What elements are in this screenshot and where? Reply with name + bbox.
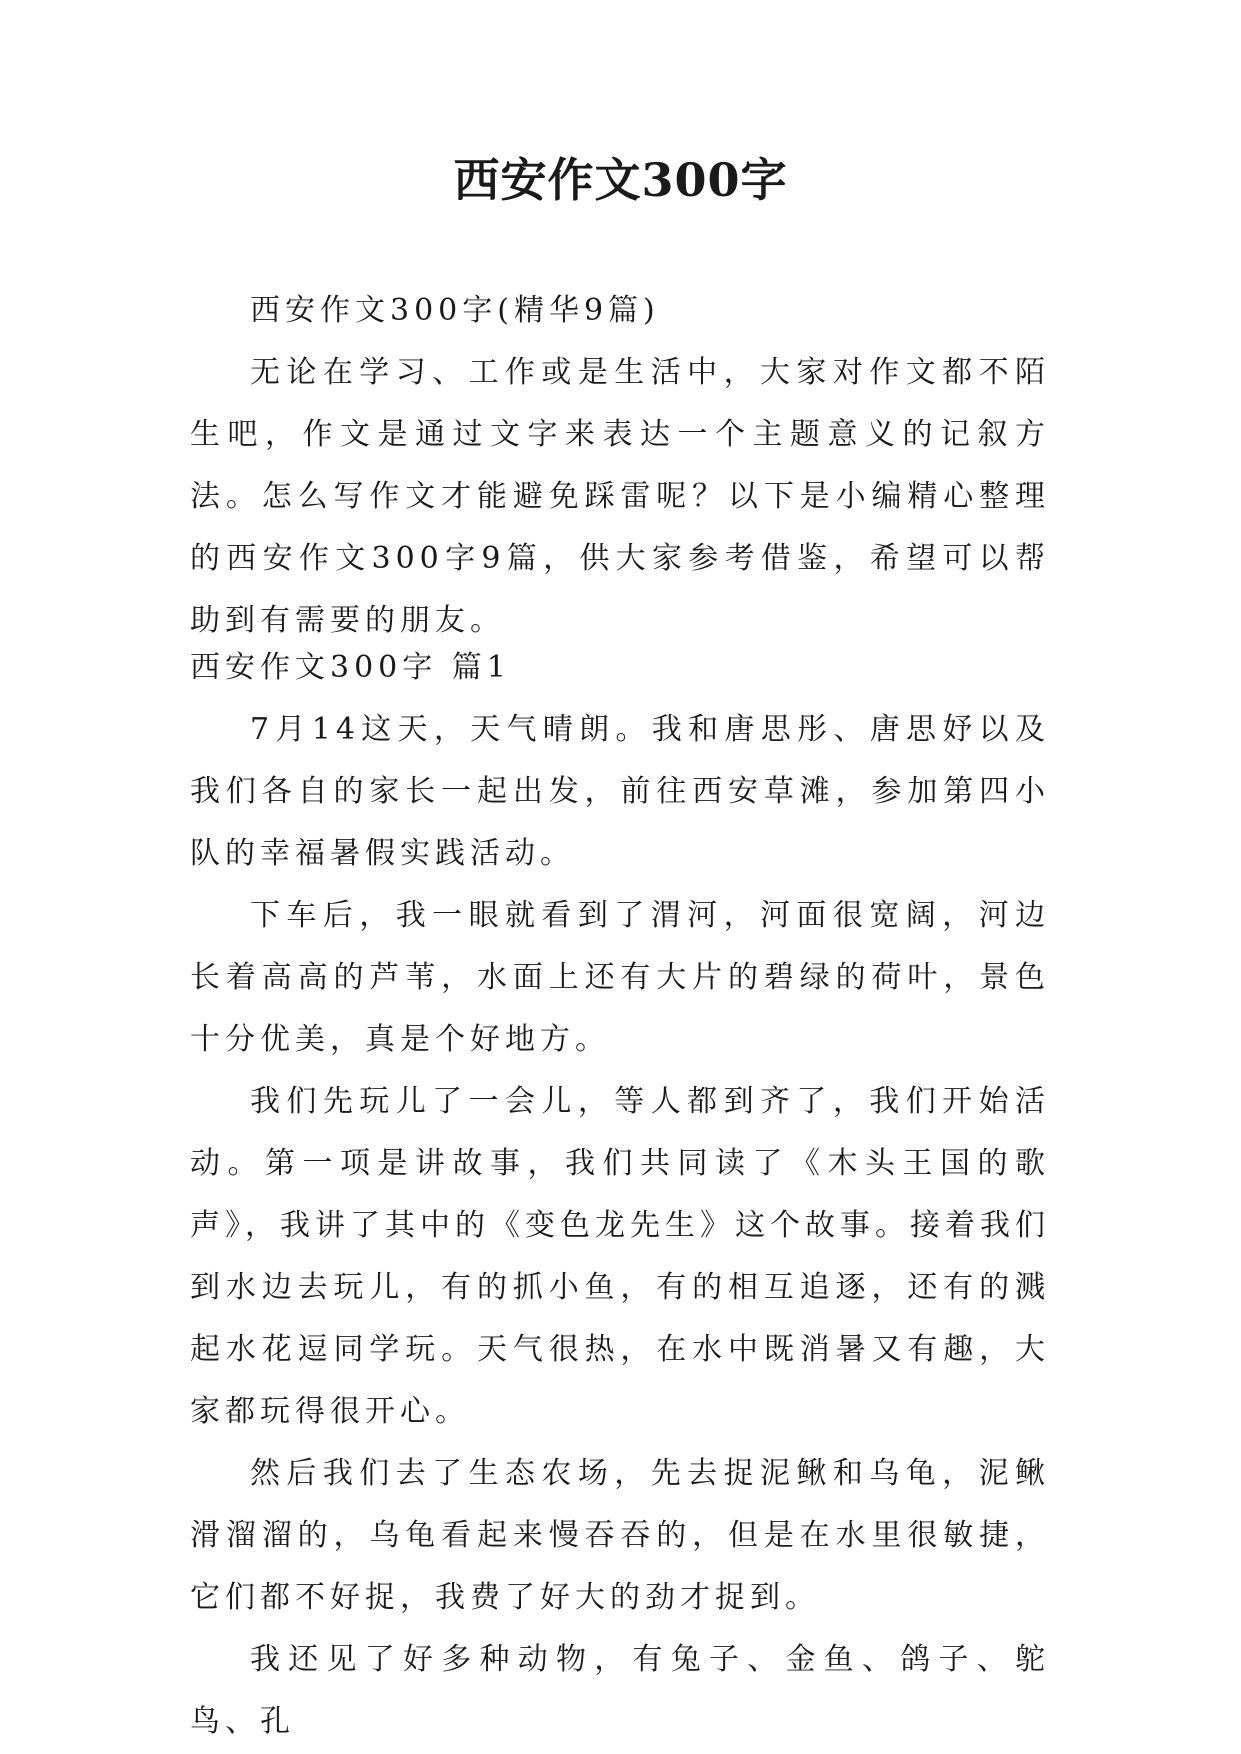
intro-paragraph: 无论在学习、工作或是生活中，大家对作文都不陌生吧，作文是通过文字来表达一个主题意义的记叙方法。怎么写作文才能避免踩雷呢？以下是小编精心整理的西安作文300字9篇，供大家参考借鉴，希望可以帮助到有需要的朋友。 <box>190 355 1050 638</box>
essay-paragraph: 7月14这天，天气晴朗。我和唐思彤、唐思妤以及我们各自的家长一起出发，前往西安草滩，参加第四小队的幸福暑假实践活动。 <box>190 712 1050 871</box>
intro-block <box>190 280 1050 652</box>
essay-paragraph: 下车后，我一眼就看到了渭河，河面很宽阔，河边长着高高的芦苇，水面上还有大片的碧绿的荷叶，景色十分优美，真是个好地方。 <box>190 898 1050 1057</box>
section-heading: 西安作文300字 篇1 <box>190 650 511 685</box>
document-subtitle: 西安作文300字(精华9篇) <box>250 293 660 328</box>
document-title: 西安作文300字 <box>453 153 788 207</box>
essay-section <box>190 637 1050 1753</box>
essay-paragraph: 我还见了好多种动物，有兔子、金鱼、鸽子、鸵鸟、孔 <box>190 1642 1050 1739</box>
essay-paragraph: 我们先玩儿了一会儿，等人都到齐了，我们开始活动。第一项是讲故事，我们共同读了《木头王国的歌声》，我讲了其中的《变色龙先生》这个故事。接着我们到水边去玩儿，有的抓小鱼，有的相互追逐，还有的溅起水花逗同学玩。天气很热，在水中既消暑又有趣，大家都玩得很开心。 <box>190 1084 1050 1429</box>
essay-paragraph: 然后我们去了生态农场，先去捉泥鳅和乌龟，泥鳅滑溜溜的，乌龟看起来慢吞吞的，但是在水里很敏捷，它们都不好捉，我费了好大的劲才捉到。 <box>190 1456 1050 1615</box>
